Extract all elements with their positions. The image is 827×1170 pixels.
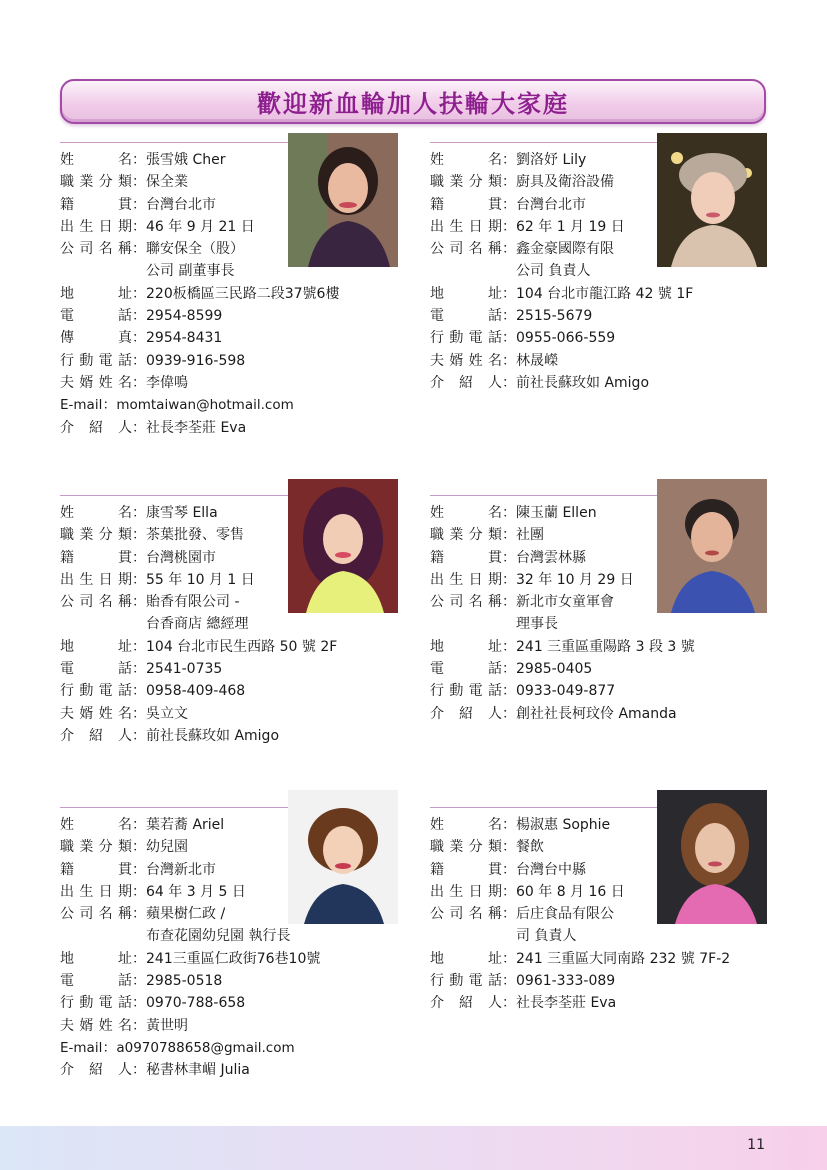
footer-band [0,1126,827,1170]
field-row [430,502,790,524]
field-row [430,305,790,327]
field-colon: ： [132,571,146,588]
field-colon: ： [502,839,516,856]
field-label: 職業分類 [430,839,502,856]
field-row [430,238,790,260]
field-row [430,903,790,925]
field-label: 介紹人 [430,374,502,391]
member-card-sophie [430,795,800,1115]
field-colon: ： [132,661,146,678]
field-colon: ： [502,571,516,588]
field-row-continued [60,925,420,947]
field-label: 籍 貫 [430,196,502,213]
field-row [60,591,420,613]
field-value: 0933-049-877 [516,683,616,700]
field-colon: ： [132,817,146,833]
field-label: 行動電話 [60,995,132,1012]
field-label: 公司名稱 [430,906,502,923]
field-row [60,881,420,903]
field-label: 介紹人 [60,1062,132,1079]
field-row [60,859,420,881]
field-row [60,903,420,925]
field-label: 公司名稱 [60,241,132,258]
field-label: 出生日期 [60,571,132,588]
field-value: 2954-8599 [146,308,223,325]
field-label: 職業分類 [60,839,132,856]
field-label: 地 址 [430,285,502,302]
field-row [60,502,420,524]
field-colon: ： [502,505,516,521]
divider [430,142,660,143]
divider [60,142,290,143]
field-label: 籍 貫 [60,549,132,566]
member-fields [60,502,420,747]
field-label: 電 話 [60,308,132,325]
field-label: 夫婿姓名 [430,352,502,369]
field-value: 楊淑惠 Sophie [516,817,611,833]
field-colon: ： [502,705,516,722]
field-label: 出生日期 [60,883,132,900]
field-colon: ： [132,906,146,923]
field-row-email [60,1037,420,1059]
field-value: 葉若蕎 Ariel [146,817,225,833]
field-row [60,1059,420,1081]
field-value: 幼兒園 [146,839,188,856]
field-row [60,836,420,858]
field-label: 行動電話 [60,683,132,700]
field-value: 陳玉蘭 Ellen [516,505,597,521]
field-label: 職業分類 [430,174,502,191]
field-row [60,814,420,836]
field-colon: ： [132,241,146,258]
field-row [430,814,790,836]
field-colon: ： [132,861,146,878]
field-row [60,194,420,216]
field-value: 康雪琴 Ella [146,505,218,521]
field-value: 32 年 10 月 29 日 [516,571,634,588]
field-row [430,524,790,546]
field-row [430,171,790,193]
field-label: 籍 貫 [60,196,132,213]
field-row [60,1015,420,1037]
field-value: 台灣台中縣 [516,861,586,878]
field-value: 241 三重區大同南路 232 號 7F-2 [516,950,731,967]
field-label: 出生日期 [430,883,502,900]
field-value: 台灣新北市 [146,861,216,878]
field-label: 夫婿姓名 [60,1017,132,1034]
field-label: 姓 名 [430,505,502,521]
field-value: 餐飲 [516,839,544,856]
field-value: 0958-409-468 [146,683,246,700]
divider [60,495,290,496]
field-colon: ： [132,285,146,302]
field-value: 茶葉批發、零售 [146,527,244,544]
field-value: 劉洛妤 Lily [516,152,587,168]
member-card-ariel [60,795,430,1115]
field-value: 林晟嶸 [516,352,558,369]
field-colon: ： [502,174,516,191]
field-row [430,350,790,372]
field-value: 2515-5679 [516,308,593,325]
field-row [430,569,790,591]
field-colon: ： [132,419,146,436]
field-label: 姓 名 [60,505,132,521]
field-label: 介紹人 [60,419,132,436]
field-label: 姓 名 [430,817,502,833]
field-label: E-mail [60,397,103,414]
member-card-cher [60,130,430,450]
field-value: 理事長 [516,616,558,633]
field-value: 220板橋區三民路二段37號6樓 [146,285,340,302]
field-row [430,327,790,349]
field-label: 職業分類 [60,527,132,544]
field-row [60,350,420,372]
field-label: 地 址 [430,950,502,967]
field-value: 張雪娥 Cher [146,152,226,168]
field-row [60,658,420,680]
field-colon: ： [132,727,146,744]
field-label: 公司名稱 [60,906,132,923]
field-colon: ： [132,995,146,1012]
field-value: 104 台北市龍江路 42 號 1F [516,285,694,302]
field-row [60,703,420,725]
field-label: 出生日期 [430,571,502,588]
field-colon: ： [132,308,146,325]
field-row-continued [430,260,790,282]
field-colon: ： [502,549,516,566]
field-label: 地 址 [60,950,132,967]
field-label: 職業分類 [60,174,132,191]
divider [430,807,660,808]
field-label: 電 話 [60,661,132,678]
field-colon: ： [132,174,146,191]
field-row [430,948,790,970]
field-colon: ： [502,218,516,235]
field-colon: ： [132,527,146,544]
field-value: a0970788658@gmail.com [116,1039,295,1056]
member-fields [430,149,790,394]
field-label: E-mail [60,1039,103,1056]
field-colon: ： [132,330,146,347]
field-colon: ： [502,527,516,544]
field-row [60,970,420,992]
field-label: 行動電話 [60,352,132,369]
field-label: 電 話 [430,661,502,678]
field-row-continued [60,260,420,282]
field-row [60,992,420,1014]
field-label: 地 址 [430,638,502,655]
field-row [430,591,790,613]
page-title: 歡迎新血輪加人扶輪大家庭 [257,90,569,118]
field-row [430,636,790,658]
field-colon: ： [502,241,516,258]
field-label: 姓 名 [60,817,132,833]
field-colon: ： [132,549,146,566]
field-colon: ： [132,883,146,900]
field-label: 公司名稱 [60,594,132,611]
field-value: 台灣台北市 [146,196,216,213]
member-card-lily [430,130,800,450]
field-value: 黃世明 [146,1017,188,1034]
field-value: 0955-066-559 [516,330,616,347]
field-row [430,283,790,305]
member-card-ella [60,483,430,803]
field-row [60,680,420,702]
member-fields [60,814,420,1082]
field-value: 64 年 3 月 5 日 [146,883,246,900]
field-label: 電 話 [430,308,502,325]
field-row [60,372,420,394]
field-label: 姓 名 [60,152,132,168]
field-row [430,859,790,881]
field-label: 籍 貫 [430,549,502,566]
field-value: 社團 [516,527,544,544]
field-colon: ： [502,374,516,391]
member-card-ellen [430,483,800,803]
field-row [60,636,420,658]
field-colon: ： [132,196,146,213]
divider [430,495,660,496]
field-value: 46 年 9 月 21 日 [146,218,255,235]
field-label: 出生日期 [60,218,132,235]
field-colon: ： [502,330,516,347]
field-row [60,305,420,327]
field-row [430,216,790,238]
field-row [60,569,420,591]
field-row [60,238,420,260]
field-row [60,171,420,193]
field-colon: ： [132,705,146,722]
field-value: 2985-0518 [146,973,223,990]
field-colon: ： [132,973,146,990]
field-value: 聯安保全（股） [146,241,244,258]
field-row [430,703,790,725]
field-value: 55 年 10 月 1 日 [146,571,255,588]
field-colon: ： [502,683,516,700]
field-label: 介紹人 [60,727,132,744]
field-value: 104 台北市民生西路 50 號 2F [146,638,338,655]
field-label: 夫婿姓名 [60,705,132,722]
field-value: 李偉鳴 [146,374,188,391]
field-value: 60 年 8 月 16 日 [516,883,625,900]
field-colon: ： [132,218,146,235]
field-label: 姓 名 [430,152,502,168]
field-colon: ： [502,950,516,967]
field-value: 241 三重區重陽路 3 段 3 號 [516,638,695,655]
field-value: 鑫金豪國際有限 [516,241,614,258]
divider [60,807,290,808]
field-colon: ： [132,1017,146,1034]
field-colon: ： [502,906,516,923]
page-title-banner [60,79,766,124]
field-row [430,658,790,680]
field-colon: ： [132,352,146,369]
field-row-continued [430,613,790,635]
field-row [430,372,790,394]
field-value: 2541-0735 [146,661,223,678]
field-colon: ： [502,196,516,213]
field-value: 台灣桃園市 [146,549,216,566]
field-value: 貽香有限公司 - [146,594,240,611]
field-label: 行動電話 [430,683,502,700]
field-label: 夫婿姓名 [60,374,132,391]
field-value: 新北市女童軍會 [516,594,614,611]
field-colon: ： [502,308,516,325]
field-colon: ： [132,374,146,391]
field-row-email [60,394,420,416]
member-fields [430,502,790,725]
field-value: 0961-333-089 [516,973,616,990]
field-value: 241三重區仁政街76巷10號 [146,950,321,967]
field-value: 62 年 1 月 19 日 [516,218,625,235]
field-value: 司 負責人 [516,928,577,945]
field-colon: ： [132,839,146,856]
field-row [60,547,420,569]
field-colon: ： [502,995,516,1012]
field-label: 籍 貫 [430,861,502,878]
field-label: 電 話 [60,973,132,990]
field-value: 台香商店 總經理 [146,616,249,633]
field-value: 創社社長柯玟伶 Amanda [516,705,677,722]
field-row [60,417,420,439]
page-number: 11 [747,1137,765,1153]
field-row [60,524,420,546]
field-colon: ： [132,505,146,521]
field-colon: ： [132,594,146,611]
field-value: 后庄食品有限公 [516,906,614,923]
field-label: 行動電話 [430,330,502,347]
field-label: 行動電話 [430,973,502,990]
field-label: 公司名稱 [430,594,502,611]
field-value: 廚具及衛浴設備 [516,174,614,191]
field-value: 2985-0405 [516,661,593,678]
field-colon: ： [102,1039,117,1056]
field-value: 台灣雲林縣 [516,549,586,566]
field-row [430,149,790,171]
field-label: 傳 真 [60,330,132,347]
field-colon: ： [132,152,146,168]
field-row [60,283,420,305]
field-colon: ： [502,594,516,611]
field-label: 地 址 [60,638,132,655]
field-colon: ： [502,152,516,168]
field-value: 社長李荃莊 Eva [146,419,247,436]
field-value: 前社長蘇玫如 Amigo [516,374,650,391]
field-colon: ： [502,817,516,833]
field-colon: ： [502,352,516,369]
field-label: 籍 貫 [60,861,132,878]
field-colon: ： [502,661,516,678]
field-row [430,992,790,1014]
field-row [60,149,420,171]
field-row [60,216,420,238]
field-colon: ： [502,861,516,878]
field-colon: ： [502,973,516,990]
field-value: 0939-916-598 [146,352,246,369]
field-colon: ： [502,285,516,302]
field-row [60,725,420,747]
field-row [430,680,790,702]
field-row [60,948,420,970]
member-fields [60,149,420,439]
field-value: 秘書林聿嵋 Julia [146,1062,250,1079]
field-label: 介紹人 [430,995,502,1012]
field-colon: ： [132,1062,146,1079]
field-colon: ： [132,950,146,967]
field-value: 台灣台北市 [516,196,586,213]
field-row-continued [60,613,420,635]
field-value: 布查花園幼兒園 執行長 [146,928,291,945]
field-value: 2954-8431 [146,330,223,347]
field-row [430,194,790,216]
field-label: 公司名稱 [430,241,502,258]
field-value: 保全業 [146,174,188,191]
field-value: 前社長蘇玫如 Amigo [146,727,280,744]
field-value: 社長李荃莊 Eva [516,995,617,1012]
field-colon: ： [102,397,117,414]
field-value: 0970-788-658 [146,995,246,1012]
field-label: 介紹人 [430,705,502,722]
field-colon: ： [502,638,516,655]
field-row-continued [430,925,790,947]
field-row [430,836,790,858]
field-label: 地 址 [60,285,132,302]
field-value: 公司 副董事長 [146,263,235,280]
field-row [430,970,790,992]
field-row [430,881,790,903]
field-value: 蘋果樹仁政 / [146,906,226,923]
field-colon: ： [132,638,146,655]
field-colon: ： [502,883,516,900]
field-colon: ： [132,683,146,700]
field-row [430,547,790,569]
field-value: 公司 負責人 [516,263,591,280]
field-value: momtaiwan@hotmail.com [116,397,294,414]
field-row [60,327,420,349]
member-fields [430,814,790,1015]
field-value: 吳立文 [146,705,188,722]
field-label: 出生日期 [430,218,502,235]
field-label: 職業分類 [430,527,502,544]
